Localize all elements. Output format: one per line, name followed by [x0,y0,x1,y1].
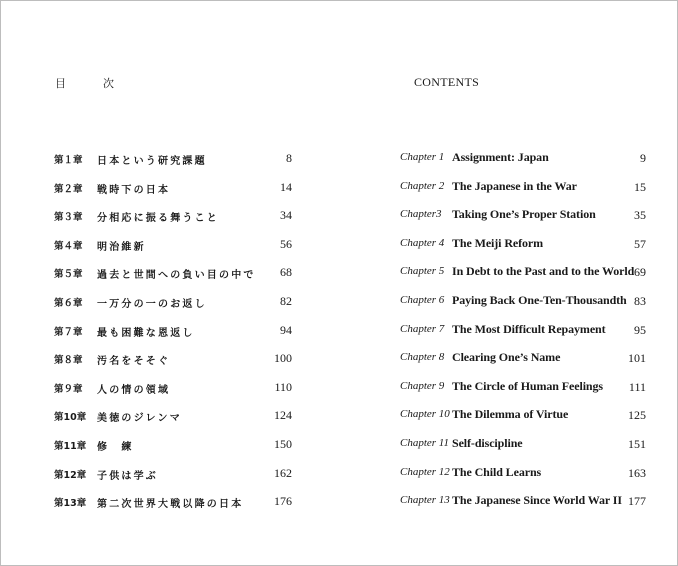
chapter-title: Assignment: Japan [452,150,549,164]
page-number: 95 [634,322,646,337]
toc-entry[interactable] [54,292,292,321]
page-number: 163 [628,465,646,480]
toc-entry[interactable] [400,406,646,435]
chapter-title: The Japanese in the War [452,178,577,193]
page-number: 101 [628,351,646,366]
chapter-title: 日本という研究課題 [97,156,207,167]
chapter-number: Chapter 11 [400,436,449,449]
chapter-number: Chapter 6 [400,293,445,306]
page-number: 9 [640,151,646,165]
chapter-title: The Circle of Human Feelings [452,378,603,393]
chapter-title: Paying Back One-Ten-Thousandth [452,292,627,307]
page-number: 8 [286,151,292,165]
chapter-title: In Debt to the Past and to the World [452,264,635,279]
page-number: 82 [280,293,292,308]
page-number: 83 [634,293,646,308]
chapter-title: 美徳のジレンマ [97,413,182,425]
english-toc-list [400,149,646,521]
chapter-title: 子供は学ぶ [97,470,158,482]
toc-entry[interactable] [400,321,646,350]
toc-entry[interactable] [400,492,646,521]
chapter-number: 第１章 [54,155,83,166]
chapter-title: The Dilemma of Virtue [452,407,569,422]
chapter-number: 第４章 [54,240,83,252]
chapter-number: Chapter 2 [400,179,445,192]
page-number: 35 [634,208,646,223]
chapter-number: Chapter 9 [400,379,445,392]
chapter-number: 第10章 [54,412,87,424]
chapter-number: Chapter 5 [400,265,445,278]
toc-entry[interactable] [400,235,646,264]
chapter-number: 第13章 [54,498,87,510]
page-number: 111 [628,379,646,394]
page-number: 125 [628,408,646,423]
page-number: 162 [274,465,292,480]
chapter-title: 最も困難な恩返し [97,327,195,339]
toc-entry[interactable] [54,378,292,407]
chapter-number: Chapter 1 [400,151,445,163]
toc-entry[interactable] [400,349,646,378]
toc-entry[interactable] [54,206,292,235]
chapter-number: Chapter3 [400,208,442,221]
chapter-title: 過去と世間への負い目の中で [97,270,256,282]
chapter-number: Chapter 13 [400,494,450,507]
toc-entry[interactable] [54,464,292,493]
chapter-title: The Japanese Since World War II [452,493,622,508]
toc-entry[interactable] [400,464,646,493]
toc-entry[interactable] [400,263,646,292]
page-number: 177 [628,494,646,509]
chapter-number: 第２章 [54,183,83,195]
page-number: 176 [274,494,292,509]
chapter-number: 第７章 [54,326,83,338]
chapter-title: 汚名をそそぐ [97,356,171,368]
toc-entry[interactable] [54,263,292,292]
page-number: 100 [274,351,292,366]
chapter-number: Chapter 4 [400,236,445,249]
japanese-toc-list [54,149,292,521]
toc-entry[interactable] [400,378,646,407]
chapter-number: Chapter 10 [400,408,450,421]
chapter-number: 第３章 [54,212,83,224]
chapter-title: 第二次世界大戦以降の日本 [97,499,244,511]
toc-entry[interactable] [400,178,646,207]
chapter-title: The Meiji Reform [452,235,544,250]
chapter-title: Self-discipline [452,435,523,450]
page-number: 150 [274,436,292,451]
chapter-number: 第９章 [54,383,83,395]
chapter-title: 修 練 [97,441,134,453]
toc-entry[interactable] [400,435,646,464]
chapter-title: 人の情の領域 [97,384,171,396]
page-number: 15 [634,179,646,194]
chapter-number: 第６章 [54,297,83,309]
chapter-number: 第12章 [54,469,87,481]
page-number: 124 [274,408,292,423]
page-number: 151 [628,436,646,451]
toc-entry[interactable] [400,292,646,321]
chapter-number: Chapter 8 [400,351,445,364]
page-number: 56 [280,236,292,251]
chapter-number: 第５章 [54,269,83,281]
toc-entry[interactable] [54,349,292,378]
chapter-title: 分相応に振る舞うこと [97,213,219,225]
chapter-number: 第８章 [54,355,83,367]
toc-entry[interactable] [54,406,292,435]
page-number: 110 [274,379,292,394]
toc-entry[interactable] [54,435,292,464]
chapter-title: Clearing One’s Name [452,350,561,365]
english-heading: CONTENTS [414,75,480,89]
toc-entry[interactable] [54,178,292,207]
chapter-number: Chapter 12 [400,465,450,478]
chapter-title: 一万分の一のお返し [97,298,207,310]
japanese-heading: 目 次 [55,77,127,90]
toc-entry[interactable] [54,149,292,178]
page-number: 94 [280,322,292,337]
chapter-title: The Child Learns [452,464,542,479]
page-number: 14 [280,179,292,194]
toc-entry[interactable] [400,206,646,235]
page-number: 68 [280,265,292,280]
page-number: 34 [280,208,292,223]
page-number: 69 [634,265,646,280]
toc-entry[interactable] [54,321,292,350]
toc-entry[interactable] [54,235,292,264]
toc-entry[interactable] [54,492,292,521]
chapter-title: Taking One’s Proper Station [452,207,596,222]
chapter-number: Chapter 7 [400,322,445,335]
chapter-title: 戦時下の日本 [97,184,171,196]
toc-entry[interactable] [400,149,646,178]
chapter-title: The Most Difficult Repayment [452,321,606,336]
chapter-number: 第11章 [54,440,87,452]
page-number: 57 [634,236,646,251]
chapter-title: 明治維新 [97,241,146,253]
